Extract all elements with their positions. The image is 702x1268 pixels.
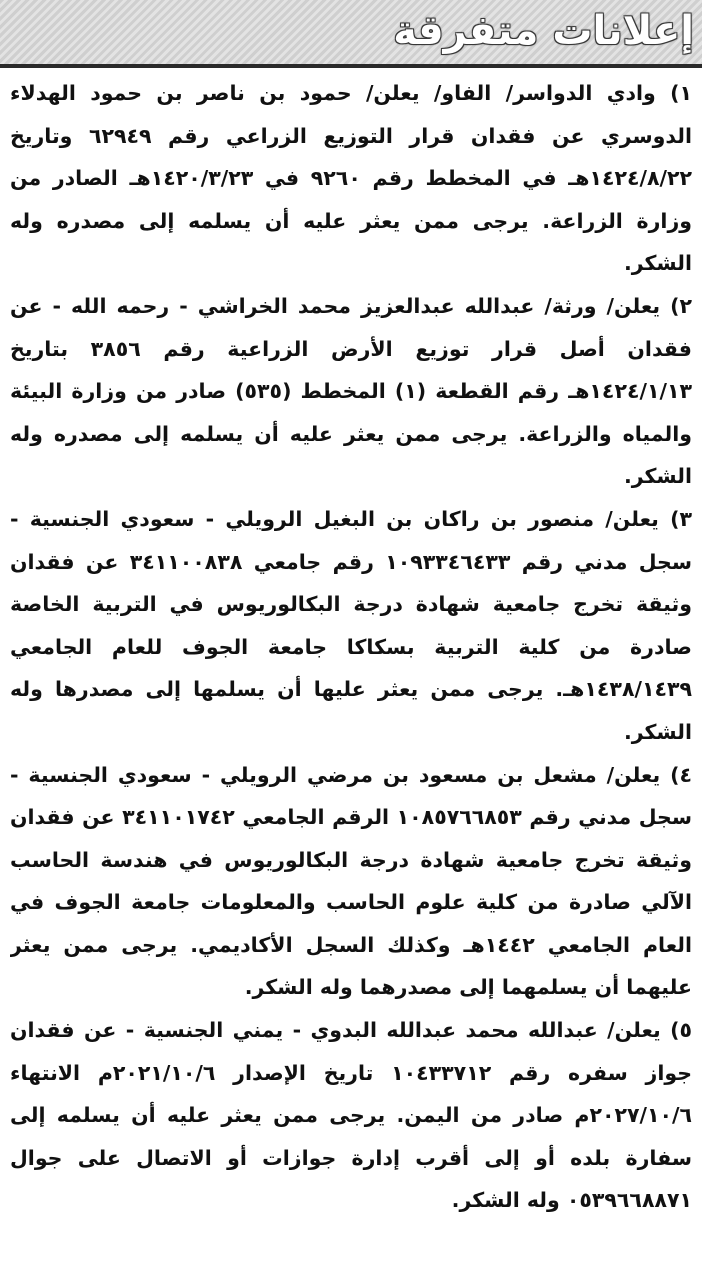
classified-ad-5: ٥) يعلن/ عبدالله محمد عبدالله البدوي - يمني الجنسية - عن فقدان جواز سفره رقم ١٠٤٣٣٧١٢ تاريخ الإصدار ٢٠٢١/١٠/٦م الانتهاء ٢٠٢٧/١٠/٦م صادر من اليمن. يرجى ممن يعثر عليه أن يسلمه إلى سفارة بلده أو إلى أقرب إدارة جوازات أو الاتصال على جوال ٠٥٣٩٦٦٨٨٧١ وله الشكر. [10, 1018, 692, 1213]
classified-ad-3: ٣) يعلن/ منصور بن راكان بن البغيل الرويلي - سعودي الجنسية - سجل مدني رقم ١٠٩٣٣٤٦٤٣٣ رقم جامعي ٣٤١١٠٠٨٣٨ عن فقدان وثيقة تخرج جامعية شهادة درجة البكالوريوس في التربية الخاصة صادرة من كلية التربية بسكاكا جامعة الجوف للعام الجامعي ١٤٣٨/١٤٣٩هـ. يرجى ممن يعثر عليها أن يسلمها إلى مصدرها وله الشكر. [10, 506, 692, 744]
classified-ad-1: ١) وادي الدواسر/ الفاو/ يعلن/ حمود بن ناصر بن حمود الهدلاء الدوسري عن فقدان قرار التوزيع الزراعي رقم ٦٢٩٤٩ وتاريخ ١٤٢٤/٨/٢٢هـ في المخطط رقم ٩٢٦٠ في ١٤٢٠/٣/٢٣هـ الصادر من وزارة الزراعة. يرجى ممن يعثر عليه أن يسلمه إلى مصدره وله الشكر. [10, 81, 692, 276]
header-divider [0, 64, 702, 68]
classified-ad-4: ٤) يعلن/ مشعل بن مسعود بن مرضي الرويلي - سعودي الجنسية - سجل مدني رقم ١٠٨٥٧٦٦٨٥٣ الرقم الجامعي ٣٤١١٠١٧٤٢ عن فقدان وثيقة تخرج جامعية شهادة درجة البكالوريوس في هندسة الحاسب الآلي صادرة من كلية علوم الحاسب والمعلومات جامعة الجوف في العام الجامعي ١٤٤٢هـ وكذلك السجل الأكاديمي. يرجى ممن يعثر عليهما أن يسلمهما إلى مصدرهما وله الشكر. [10, 762, 692, 1000]
section-title: إعلانات متفرقة [393, 8, 694, 54]
classified-ad-2: ٢) يعلن/ ورثة/ عبدالله عبدالعزيز محمد الخراشي - رحمه الله - عن فقدان أصل قرار توزيع الأرض الزراعية رقم ٣٨٥٦ بتاريخ ١٤٢٤/١/١٣هـ رقم القطعة (١) المخطط (٥٣٥) صادر من وزارة البيئة والمياه والزراعة. يرجى ممن يعثر عليه أن يسلمه إلى مصدره وله الشكر. [10, 293, 692, 489]
classified-ads-list [10, 72, 692, 1264]
section-header [0, 0, 702, 64]
